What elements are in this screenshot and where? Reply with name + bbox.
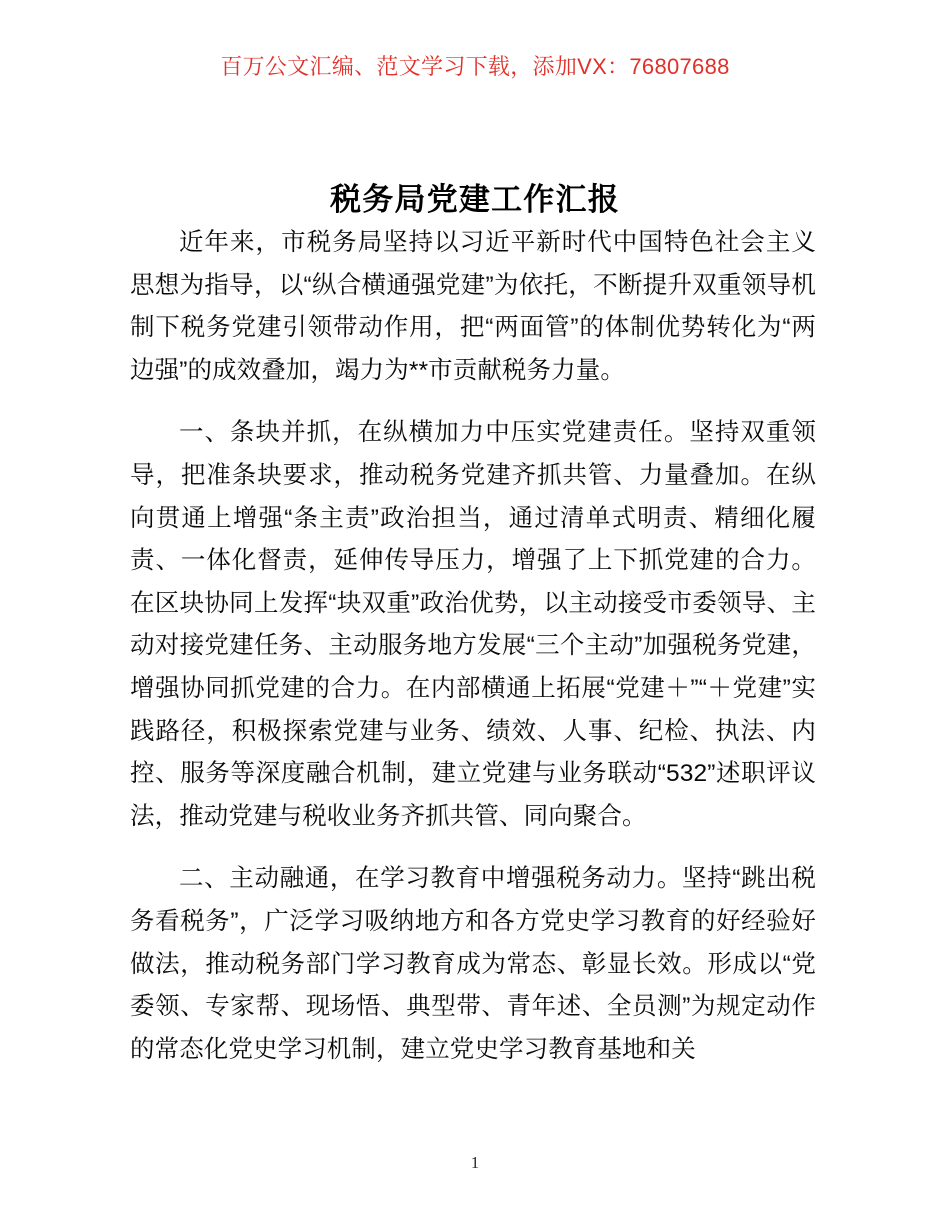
paragraph-section-two: 二、主动融通，在学习教育中增强税务动力。坚持“跳出税务看税务”，广泛学习吸纳地方和各方党史学习教育的好经验好做法，推动税务部门学习教育成为常态、彰显长效。形成以“党委领、专家帮、现场悟、典型带、青年述、全员测”为规定动作的常态化党史学习机制，建立党史学习教育基地和关	[130, 865, 816, 1063]
paragraph-intro: 近年来，市税务局坚持以习近平新时代中国特色社会主义思想为指导，以“纵合横通强党建”为依托，不断提升双重领导机制下税务党建引领带动作用，把“两面管”的体制优势转化为“两边强”的成效叠加，竭力为**市贡献税务力量。	[130, 229, 816, 384]
page-number: 1	[470, 1153, 480, 1172]
document-body	[130, 222, 816, 1071]
paragraph-section-one: 一、条块并抓，在纵横加力中压实党建责任。坚持双重领导，把准条块要求，推动税务党建齐抓共管、力量叠加。在纵向贯通上增强“条主责”政治担当，通过清单式明责、精细化履责、一体化督责，延伸传导压力，增强了上下抓党建的合力。在区块协同上发挥“块双重”政治优势，以主动接受市委领导、主动对接党建任务、主动服务地方发展“三个主动”加强税务党建，增强协同抓党建的合力。在内部横通上拓展“党建＋”“＋党建”实践路径，积极探索党建与业务、绩效、人事、纪检、执法、内控、服务等深度融合机制，建立党建与业务联动“532”述职评议法，推动党建与税收业务齐抓共管、同向聚合。	[130, 419, 816, 830]
page-title: 税务局党建工作汇报	[330, 181, 620, 217]
promo-banner-text: 百万公文汇编、范文学习下载，添加VX：76807688	[220, 54, 730, 79]
